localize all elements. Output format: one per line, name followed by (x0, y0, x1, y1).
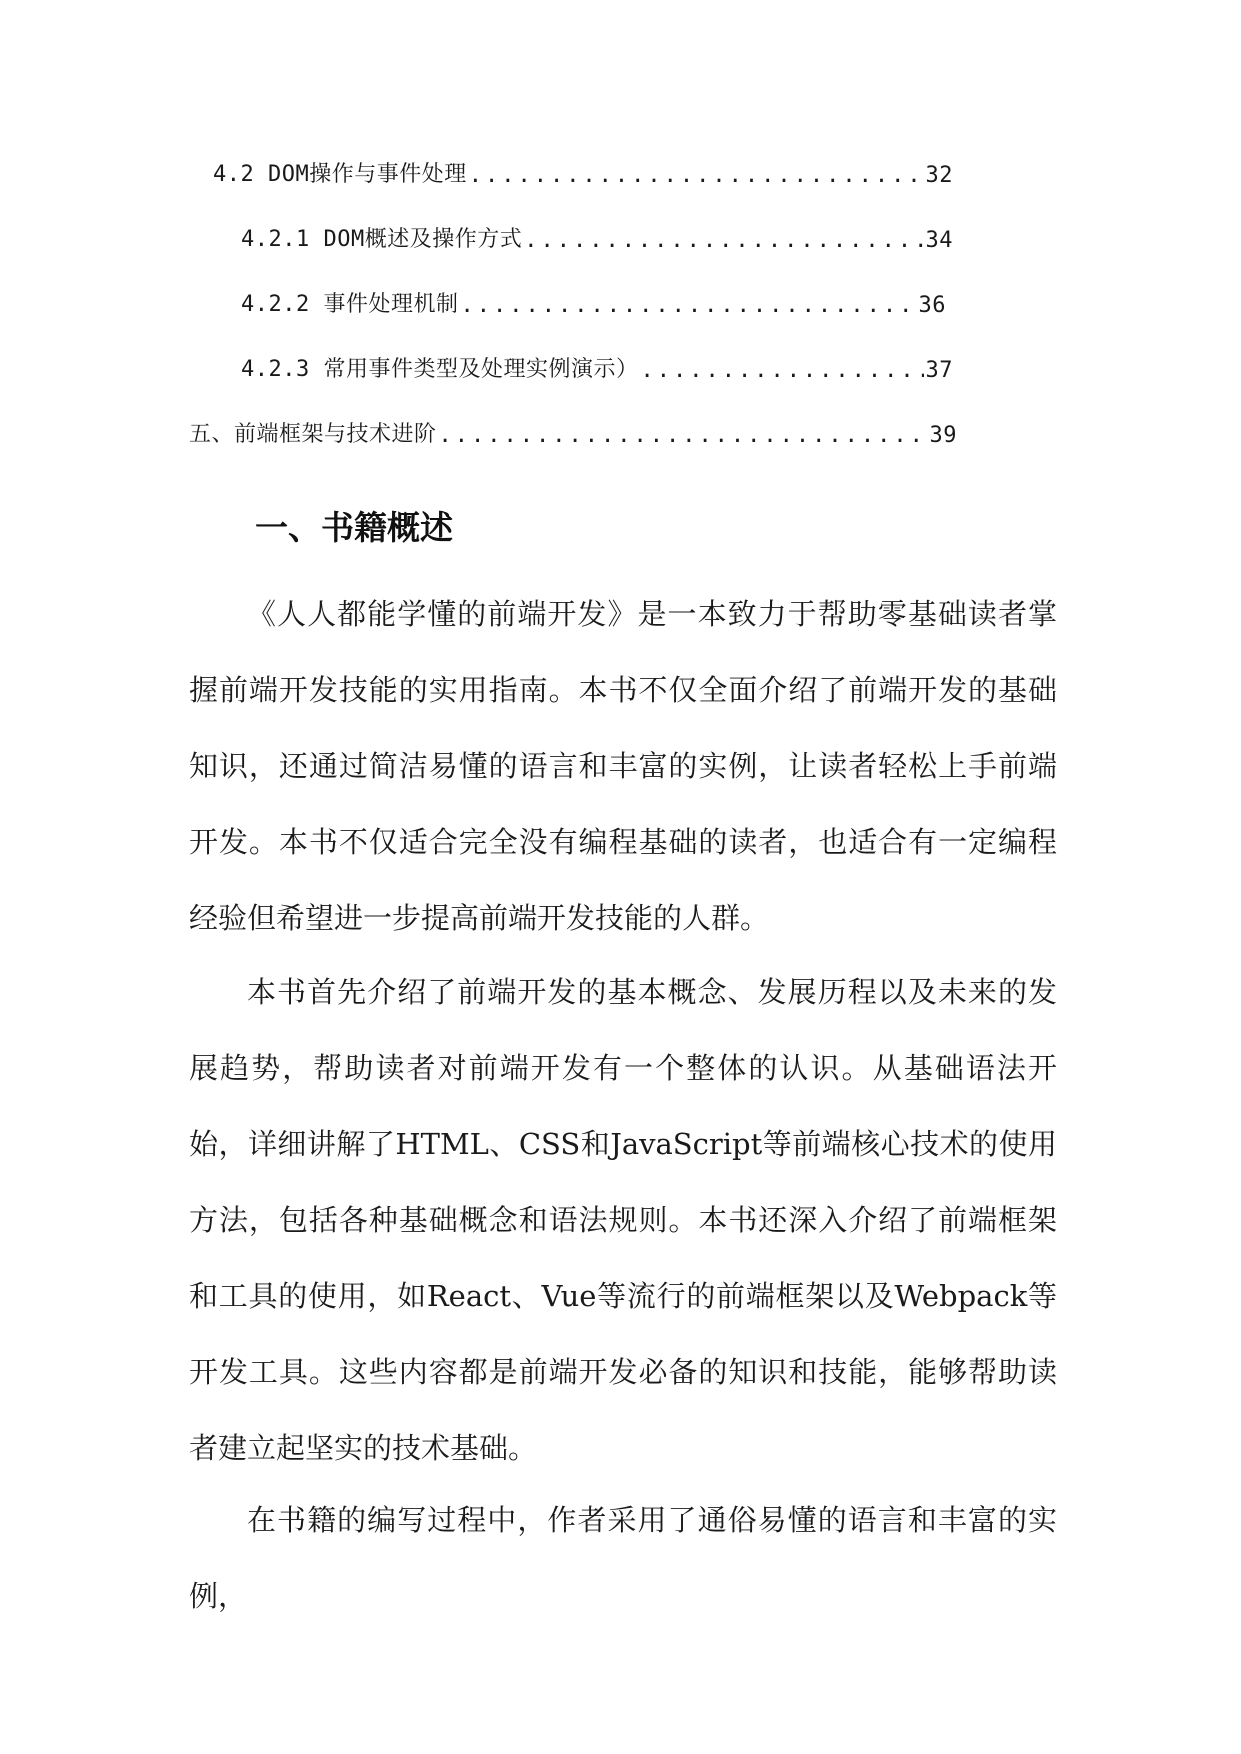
toc-entry-label: 4.2 DOM操作与事件处理 (213, 162, 467, 187)
body-paragraph: 在书籍的编写过程中，作者采用了通俗易懂的语言和丰富的实例， (189, 1503, 1057, 1613)
toc-entry-4-2-1[interactable] (241, 213, 953, 253)
toc-entry-label: 4.2.2 事件处理机制 (241, 292, 459, 317)
toc-entry-chapter-5[interactable] (189, 408, 957, 448)
toc-page-number: 32 (925, 163, 953, 188)
toc-entry-4-2-3[interactable] (241, 343, 953, 383)
toc-page-number: 36 (918, 293, 946, 318)
toc-page-number: 34 (925, 228, 953, 253)
toc-leader-dots (469, 163, 924, 188)
toc-entry-4-2[interactable] (213, 148, 953, 188)
toc-leader-dots (439, 423, 928, 448)
section-heading: 一、书籍概述 (255, 508, 453, 547)
body-paragraph: 本书首先介绍了前端开发的基本概念、发展历程以及未来的发展趋势，帮助读者对前端开发有一个整体的认识。从基础语法开始，详细讲解了HTML、CSS和JavaScript等前端核心技术的使用方法，包括各种基础概念和语法规则。本书还深入介绍了前端框架和工具的使用，如React、Vue等流行的前端框架以及Webpack等开发工具。这些内容都是前端开发必备的知识和技能，能够帮助读者建立起坚实的技术基础。 (189, 975, 1057, 1465)
toc-entry-4-2-2[interactable] (241, 278, 946, 318)
toc-entry-label: 4.2.1 DOM概述及操作方式 (241, 227, 523, 252)
toc-page-number: 39 (929, 423, 957, 448)
toc-leader-dots (524, 228, 923, 253)
toc-leader-dots (460, 293, 916, 318)
toc-page-number: 37 (925, 358, 953, 383)
toc-entry-label: 4.2.3 常用事件类型及处理实例演示） (241, 357, 639, 382)
toc-leader-dots (640, 358, 923, 383)
toc-entry-label: 五、前端框架与技术进阶 (189, 422, 437, 447)
body-paragraph: 《人人都能学懂的前端开发》是一本致力于帮助零基础读者掌握前端开发技能的实用指南。本书不仅全面介绍了前端开发的基础知识，还通过简洁易懂的语言和丰富的实例，让读者轻松上手前端开发。本书不仅适合完全没有编程基础的读者，也适合有一定编程经验但希望进一步提高前端开发技能的人群。 (189, 597, 1057, 935)
